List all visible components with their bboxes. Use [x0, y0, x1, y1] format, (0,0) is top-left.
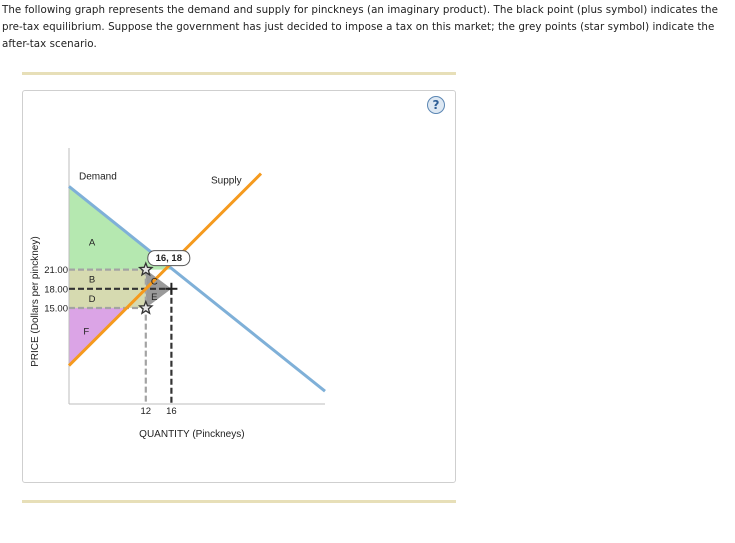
area-label-f: F	[83, 326, 90, 338]
equilibrium-tooltip-label: 16, 18	[155, 253, 183, 265]
bottom-divider	[22, 500, 456, 503]
area-label-e: E	[151, 291, 158, 303]
area-label-a: A	[88, 237, 96, 249]
area-label-c: C	[150, 276, 158, 288]
area-label-b: B	[88, 274, 96, 286]
price-tick-label: 21.00	[44, 265, 68, 277]
x-axis-title: QUANTITY (Pinckneys)	[139, 429, 245, 440]
help-button[interactable]: ?	[427, 96, 445, 114]
quantity-tick-label: 16	[166, 406, 177, 417]
price-tick-label: 18.00	[44, 284, 68, 296]
price-tick-label: 15.00	[44, 303, 68, 315]
intro-text: The following graph represents the demand and supply for pinckneys (an imaginary product). The black point (plus symbol) indicates the pre-tax equilibrium. Suppose the government has just decided to impose a tax on this market; the grey points (star symbol) indicate the after-tax scenario.	[2, 4, 718, 50]
pretax-plus-point	[165, 283, 177, 295]
quantity-tick-label: 12	[140, 406, 152, 417]
equilibrium-tooltip	[148, 251, 190, 266]
y-axis-title: PRICE (Dollars per pinckney)	[30, 236, 41, 367]
area-label-d: D	[88, 293, 96, 305]
demand-label: Demand	[79, 171, 117, 183]
supply-label: Supply	[211, 175, 242, 187]
